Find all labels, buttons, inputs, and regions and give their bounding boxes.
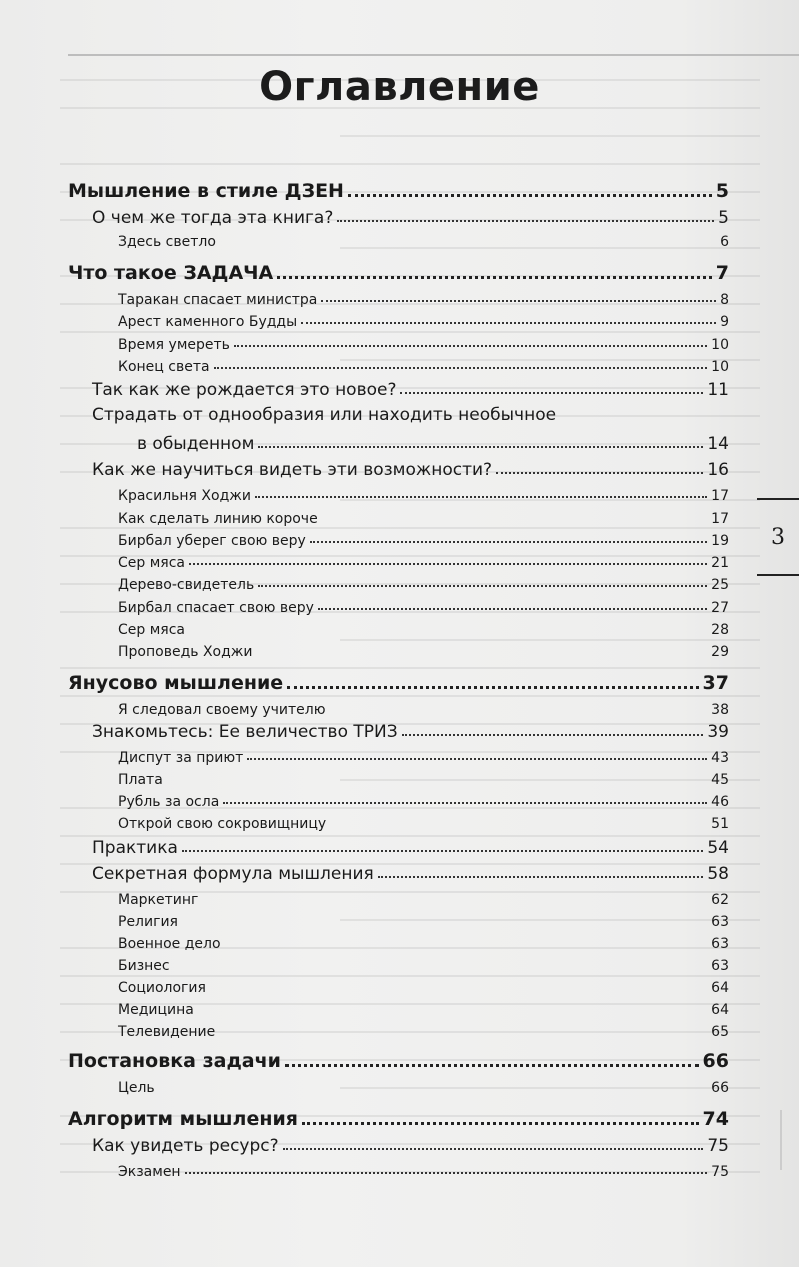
toc-entry-title: в обыденном [137,434,255,454]
toc-entry-subsection[interactable] [118,744,729,766]
toc-entry-title: Здесь светло [118,234,216,250]
toc-entry-page: 64 [711,980,729,996]
toc-entry-subsection[interactable] [118,886,729,908]
toc-entry-page: 10 [711,337,729,353]
toc-entry-title: Бизнес [118,958,170,974]
toc-entry-title: Бирбал уберег свою веру [118,533,306,549]
toc-entry-chapter[interactable] [68,176,729,202]
toc-entry-page: 5 [718,208,729,228]
toc-entry-page: 58 [707,864,729,884]
toc-entry-page: 63 [711,936,729,952]
page-title: Оглавление [259,64,540,110]
toc-entry-subsection[interactable] [118,286,729,308]
leader-dots [258,446,703,448]
toc-entry-page: 7 [715,262,729,284]
leader-dots [255,496,707,498]
toc-entry-page: 11 [707,380,729,400]
toc-entry-title: Телевидение [118,1024,216,1040]
leader-dots [318,608,707,610]
toc-entry-title: Сер мяса [118,555,185,571]
toc-entry-page: 43 [711,750,729,766]
toc-entry-title: Постановка задачи [68,1050,281,1072]
toc-entry-title: Цель [118,1080,155,1096]
leader-dots [301,322,716,324]
leader-dots [400,392,703,394]
leader-dots [402,734,704,736]
toc-entry-section[interactable] [92,718,729,742]
toc-entry-subsection[interactable] [118,952,729,974]
toc-entry-page: 14 [707,434,729,454]
toc-entry-page: 21 [711,555,729,571]
toc-entry-title: Как же научиться видеть эти возможности? [92,460,493,480]
toc-entry-title: Что такое ЗАДАЧА [68,262,274,284]
toc-entry-title: Я следовал своему учителю [118,702,326,718]
page-number-tab [757,498,799,576]
toc-entry-page: 29 [711,644,729,660]
toc-entry-section[interactable] [92,204,729,228]
toc-entry-page: 66 [702,1050,729,1072]
toc-entry-subsection[interactable] [118,974,729,996]
toc-entry-title: Янусово мышление [68,672,284,694]
toc-entry-page: 62 [711,892,729,908]
toc-entry-title: Арест каменного Будды [118,314,298,330]
toc-entry-subsection[interactable] [118,908,729,930]
toc-entry-subsection[interactable] [118,1074,729,1096]
leader-dots [283,1148,704,1150]
toc-entry-section[interactable] [92,456,729,480]
toc-entry-subsection[interactable] [118,331,729,353]
toc-entry-title: Таракан спасает министра [118,292,318,308]
toc-entry-title: Практика [92,838,178,858]
toc-entry-page: 51 [711,816,729,832]
leader-dots [310,541,707,543]
toc-entry-page: 25 [711,577,729,593]
toc-entry-page: 75 [711,1164,729,1180]
toc-entry-title: Страдать от однообразия или находить необычное [92,405,557,425]
toc-entry-subsection[interactable] [118,228,729,250]
toc-entry-chapter[interactable] [68,668,729,694]
toc-entry-title: Рубль за осла [118,794,220,810]
leader-dots [258,585,707,587]
toc-entry-section[interactable] [92,860,729,884]
toc-entry-title: Секретная формула мышления [92,864,374,884]
toc-entry-title: Военное дело [118,936,221,952]
toc-entry-subsection[interactable] [118,527,729,549]
toc-entry-page: 27 [711,600,729,616]
leader-dots [348,194,712,197]
toc-entry-page: 16 [707,460,729,480]
toc-entry-title: Экзамен [118,1164,181,1180]
toc-entry-title: Маркетинг [118,892,199,908]
toc-entry-page: 74 [702,1108,729,1130]
toc-entry-page: 63 [711,958,729,974]
toc-entry-subsection[interactable] [118,571,729,593]
leader-dots [285,1064,699,1067]
bleed-side-mark [780,1110,796,1170]
toc-entry-page: 66 [711,1080,729,1096]
toc-entry-title: Знакомьтесь: Ее величество ТРИЗ [92,722,398,742]
toc-entry-title: Мышление в стиле ДЗЕН [68,180,344,202]
toc-entry-title: Социология [118,980,206,996]
toc-entry-page: 64 [711,1002,729,1018]
leader-dots [496,472,703,474]
leader-dots [214,367,708,369]
toc-entry-chapter[interactable] [68,1104,729,1130]
toc-entry-page: 19 [711,533,729,549]
toc-entry-title: Сер мяса [118,622,185,638]
toc-entry-subsection[interactable] [118,766,729,788]
leader-dots [302,1122,699,1125]
toc-entry-page: 45 [711,772,729,788]
toc-entry-section-line2[interactable] [137,430,729,454]
toc-entry-title: Алгоритм мышления [68,1108,299,1130]
toc-entry-subsection[interactable] [118,353,729,375]
toc-entry-title: Время умереть [118,337,230,353]
toc-entry-section-line1[interactable] [92,402,556,429]
toc-entry-subsection[interactable] [118,996,729,1018]
toc-entry-subsection[interactable] [118,1018,729,1040]
toc-entry-subsection[interactable] [118,788,729,810]
toc-entry-page: 38 [711,702,729,718]
toc-entry-title: Открой свою сокровищницу [118,816,327,832]
toc-entry-title: Красильня Ходжи [118,488,251,504]
toc-entry-chapter[interactable] [68,1046,729,1072]
toc-entry-page: 17 [711,488,729,504]
toc-entry-title: Дерево-свидетель [118,577,255,593]
leader-dots [234,345,707,347]
toc-entry-subsection[interactable] [118,810,729,832]
toc-entry-page: 28 [711,622,729,638]
leader-dots [277,276,712,279]
toc-entry-subsection[interactable] [118,616,729,638]
toc-entry-title: Как увидеть ресурс? [92,1136,279,1156]
toc-entry-title: Проповедь Ходжи [118,644,253,660]
leader-dots [337,220,714,222]
toc-entry-title: Бирбал спасает свою веру [118,600,314,616]
leader-dots [185,1172,708,1174]
toc-entry-subsection[interactable] [118,505,729,527]
toc-entry-page: 46 [711,794,729,810]
toc-entry-chapter[interactable] [68,258,729,284]
toc-entry-title: Медицина [118,1002,194,1018]
toc-entry-subsection[interactable] [118,930,729,952]
leader-dots [189,563,707,565]
toc-entry-title: О чем же тогда эта книга? [92,208,334,228]
toc-entry-page: 8 [720,292,729,308]
toc-entry-subsection[interactable] [118,308,729,330]
toc-entry-section[interactable] [92,376,729,400]
toc-entry-title: Религия [118,914,178,930]
toc-entry-page: 5 [715,180,729,202]
toc-entry-page: 10 [711,359,729,375]
toc-entry-page: 39 [707,722,729,742]
leader-dots [182,850,703,852]
toc-entry-subsection[interactable] [118,696,729,718]
toc-entry-page: 17 [711,511,729,527]
toc-entry-title: Конец света [118,359,210,375]
toc-entry-section[interactable] [92,834,729,858]
toc-entry-title: Так как же рождается это новое? [92,380,397,400]
toc-entry-page: 63 [711,914,729,930]
toc-entry-page: 75 [707,1136,729,1156]
toc-entry-page: 65 [711,1024,729,1040]
toc-entry-title: Диспут за приют [118,750,244,766]
leader-dots [378,876,704,878]
toc-entry-subsection[interactable] [118,549,729,571]
toc-entry-page: 9 [720,314,729,330]
toc-entry-page: 6 [720,234,729,250]
toc-entry-subsection[interactable] [118,482,729,504]
leader-dots [247,758,707,760]
page-number: 3 [771,524,785,550]
toc-entry-subsection[interactable] [118,1158,729,1180]
toc-entry-page: 37 [702,672,729,694]
toc-entry-subsection[interactable] [118,594,729,616]
leader-dots [223,802,707,804]
leader-dots [287,686,698,689]
leader-dots [321,300,716,302]
toc-entry-subsection[interactable] [118,638,729,660]
toc-entry-page: 54 [707,838,729,858]
toc-entry-section[interactable] [92,1132,729,1156]
toc-entry-title: Как сделать линию короче [118,511,318,527]
toc-entry-title: Плата [118,772,163,788]
